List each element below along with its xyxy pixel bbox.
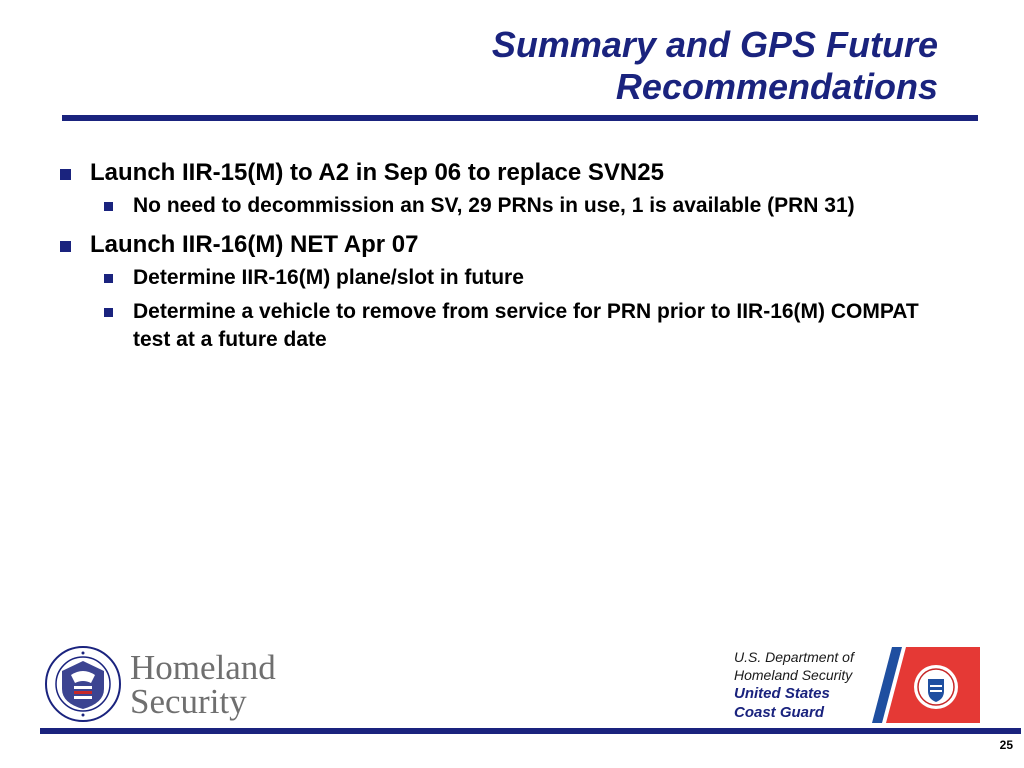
square-bullet-icon — [60, 241, 71, 252]
title-line-2: Recommendations — [615, 66, 938, 107]
page-number: 25 — [999, 738, 1013, 752]
title-divider — [62, 115, 978, 121]
bullet-list — [58, 158, 928, 360]
square-bullet-icon — [104, 274, 113, 283]
dhs-seal-icon — [44, 645, 122, 723]
slide-title — [238, 24, 938, 108]
dhs-wordmark-line-1: Homeland — [130, 648, 276, 687]
title-line-1: Summary and GPS Future — [491, 24, 938, 65]
sub-bullet-text: Determine a vehicle to remove from service for PRN prior to IIR-16(M) COMPAT test at a future date — [133, 300, 919, 351]
uscg-line-4: Coast Guard — [734, 704, 825, 721]
bullet-text: Launch IIR-15(M) to A2 in Sep 06 to replace SVN25 — [90, 159, 664, 186]
sub-bullet-item — [133, 298, 928, 354]
sub-bullet-item — [133, 264, 928, 292]
footer-divider — [40, 728, 1021, 734]
dhs-wordmark — [130, 648, 276, 721]
uscg-line-2: Homeland Security — [734, 667, 853, 683]
uscg-wordmark — [734, 648, 874, 722]
sub-bullet-item — [133, 192, 928, 220]
square-bullet-icon — [104, 308, 113, 317]
sub-bullet-text: Determine IIR-16(M) plane/slot in future — [133, 266, 524, 289]
bullet-item — [58, 230, 928, 260]
uscg-line-3: United States — [734, 685, 830, 702]
bullet-item — [58, 158, 928, 188]
uscg-racing-stripe-icon — [872, 647, 980, 723]
bullet-text: Launch IIR-16(M) NET Apr 07 — [90, 231, 419, 258]
sub-bullet-text: No need to decommission an SV, 29 PRNs in use, 1 is available (PRN 31) — [133, 194, 855, 217]
square-bullet-icon — [104, 202, 113, 211]
uscg-line-1: U.S. Department of — [734, 649, 854, 665]
dhs-wordmark-line-2: Security — [130, 682, 247, 721]
square-bullet-icon — [60, 169, 71, 180]
